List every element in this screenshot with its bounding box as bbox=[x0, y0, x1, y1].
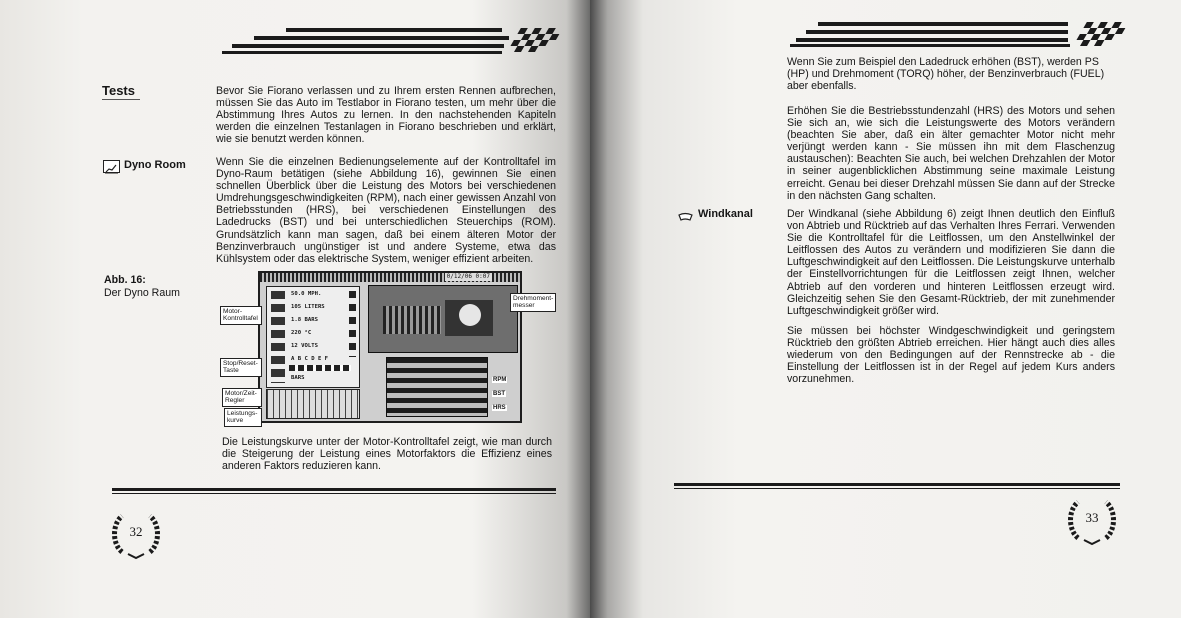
callout-motor-panel: Motor-Kontrolltafel bbox=[220, 306, 262, 325]
left-page bbox=[0, 0, 590, 618]
side-label-hrs: HRS bbox=[493, 405, 506, 411]
page-number: 33 bbox=[1085, 510, 1099, 525]
panel-readout-3: 1.8 BARS bbox=[291, 317, 318, 323]
torque-gauge bbox=[459, 304, 481, 326]
panel-checkbox-column bbox=[349, 291, 356, 357]
panel-readout-2: 105 LITERS bbox=[291, 304, 325, 310]
wind-tunnel-icon bbox=[678, 209, 693, 219]
dyno-paragraph: Wenn Sie die einzelnen Bedienungselemente auf der Kontrolltafel im Dyno-Raum betätigen (siehe Abbildung 16), gewinnen Sie einen schnellen Überblick über die Leistung des Motors bei verschiedenen Umdrehungsgeschwindigkeiten (RPM), nach einer gewissen Anzahl von Betriebsstunden (HRS), bei verschiedenen Einstellungen des Ladedrucks (BST) und bei unterschiedlichen Steuerchips (ROM). Grundsätzlich kann man sagen, daß bei einem älteren Motor der Benzinverbrauch ungünstiger ist und andere Systeme, etwa das Kühlsystem oder das elektrische System, weniger effizient arbeiten. bbox=[216, 156, 556, 265]
section-heading-windkanal: Windkanal bbox=[698, 208, 753, 220]
engine-block bbox=[383, 306, 441, 334]
figure-caption: Der Dyno Raum bbox=[104, 287, 180, 299]
header-stripes bbox=[790, 22, 1135, 50]
footer-rule bbox=[674, 483, 1120, 486]
header-stripes bbox=[222, 28, 567, 56]
section-heading-dyno-room: Dyno Room bbox=[124, 159, 186, 171]
footer-rule-thin bbox=[674, 488, 1120, 489]
motor-control-panel bbox=[266, 286, 360, 388]
panel-readout-5: 12 VOLTS bbox=[291, 343, 318, 349]
checkered-flag-icon bbox=[1068, 20, 1132, 50]
footer-rule-thin bbox=[112, 493, 556, 494]
side-label-bst: BST bbox=[493, 391, 505, 397]
checkered-flag-icon bbox=[502, 26, 566, 56]
footer-rule bbox=[112, 488, 556, 491]
page-number-wreath bbox=[108, 506, 164, 562]
page-number: 32 bbox=[129, 524, 143, 539]
page-number-wreath bbox=[1064, 492, 1120, 548]
callout-power-curve: Leistungs-kurve bbox=[224, 408, 262, 427]
panel-readout-1: 50.0 MPH. bbox=[291, 291, 322, 297]
engine-view bbox=[368, 285, 518, 353]
side-label-rpm: RPM bbox=[493, 377, 507, 383]
panel-chip-row bbox=[289, 365, 351, 371]
callout-torque-meter: Drehmoment-messer bbox=[510, 293, 556, 312]
screenshot-menu-bar bbox=[260, 273, 520, 282]
boost-paragraph: Wenn Sie zum Beispiel den Ladedruck erhöhen (BST), werden PS (HP) und Drehmoment (TORQ) höher, der Benzinverbrauch (FUEL) aber ebenfalls. bbox=[787, 56, 1105, 93]
power-curve-graph bbox=[266, 389, 360, 419]
section-heading-tests: Tests bbox=[102, 83, 135, 98]
panel-letter-row: A B C D E F bbox=[291, 356, 329, 362]
slider-rack bbox=[386, 357, 488, 417]
panel-bars-label: BARS bbox=[291, 375, 305, 381]
heading-underline bbox=[102, 99, 140, 100]
figure-label: Abb. 16: bbox=[104, 274, 146, 286]
hours-paragraph: Erhöhen Sie die Bestriebsstundenzahl (HRS) des Motors und sehen Sie sich an, wie sich die Leistungswerte des Motors verändern (beachten Sie aber, daß ein älter gemachter Motor nicht mehr verjüngt werden kann - Sie müssen ihn mit dem Flaschenzug austauschen): Beachten Sie auch, bei welchen Drehzahlen der Motor in seiner augenblicklichen Abstimmung seine maximale Leistung erreicht. Genau bei dieser Drehzahl müssen Sie dann auf der Strecke in den nächsten Gang schalten. bbox=[787, 105, 1115, 202]
callout-motor-time: Motor/Zeit-Regler bbox=[222, 388, 262, 407]
dyno-room-screenshot bbox=[258, 271, 522, 423]
wind-paragraph: Der Windkanal (siehe Abbildung 6) zeigt Ihnen deutlich den Einfluß von Abtrieb und Rücktrieb auf das Verhalten Ihres Ferrari. Verwenden Sie die Kontrolltafel für die Leitflossen, um den Anstellwinkel der Leitflossen des Autos zu verändern und modifizieren Sie dann die Luftgeschwindigkeit auf den Leitflossen. Die Leistungskurve unterhalb der Einstellvorrichtungen für die Leitflossen zeigt Ihnen, welcher Abtrieb auf den vorderen und hinteren Leitflossen erzeugt wird. Gleichzeitig sehen Sie den Gesamt-Rücktrieb, der mit zunehmender Luftgeschwindigkeit größer wird. bbox=[787, 208, 1115, 317]
figure-description: Die Leistungskurve unter der Motor-Kontrolltafel zeigt, wie man durch die Steigerung der Leistung eines Motorfaktors die Effizienz eines anderen Faktors reduzieren kann. bbox=[222, 436, 552, 473]
panel-readout-4: 220 °C bbox=[291, 330, 312, 336]
right-page bbox=[590, 0, 1181, 618]
intro-paragraph: Bevor Sie Fiorano verlassen und zu Ihrem ersten Rennen aufbrechen, müssen Sie das Auto im Testlabor in Fiorano testen, um mehr über die Abstimmung Ihres Autos zu lernen. In den nachstehenden Kapiteln werden die einzelnen Testanlagen in Fiorano beschrieben und erklärt, wie sie benutzt werden können. bbox=[216, 85, 556, 146]
screenshot-menu-text: 0/12/06 0:07 bbox=[446, 273, 490, 280]
closing-paragraph: Sie müssen bei höchster Windgeschwindigkeit und geringstem Rücktrieb den größten Abtrieb erreichen. Hier hängt auch dies alles wiederum von den Bedingungen auf der Rennstrecke ab - die Einstellung der Leitflossen ist in der Regel auf jedem Kurs anders vorzunehmen. bbox=[787, 325, 1115, 386]
panel-icon-column bbox=[271, 291, 285, 383]
callout-stop-reset: Stop/Reset-Taste bbox=[220, 358, 262, 377]
chart-icon bbox=[103, 160, 120, 173]
